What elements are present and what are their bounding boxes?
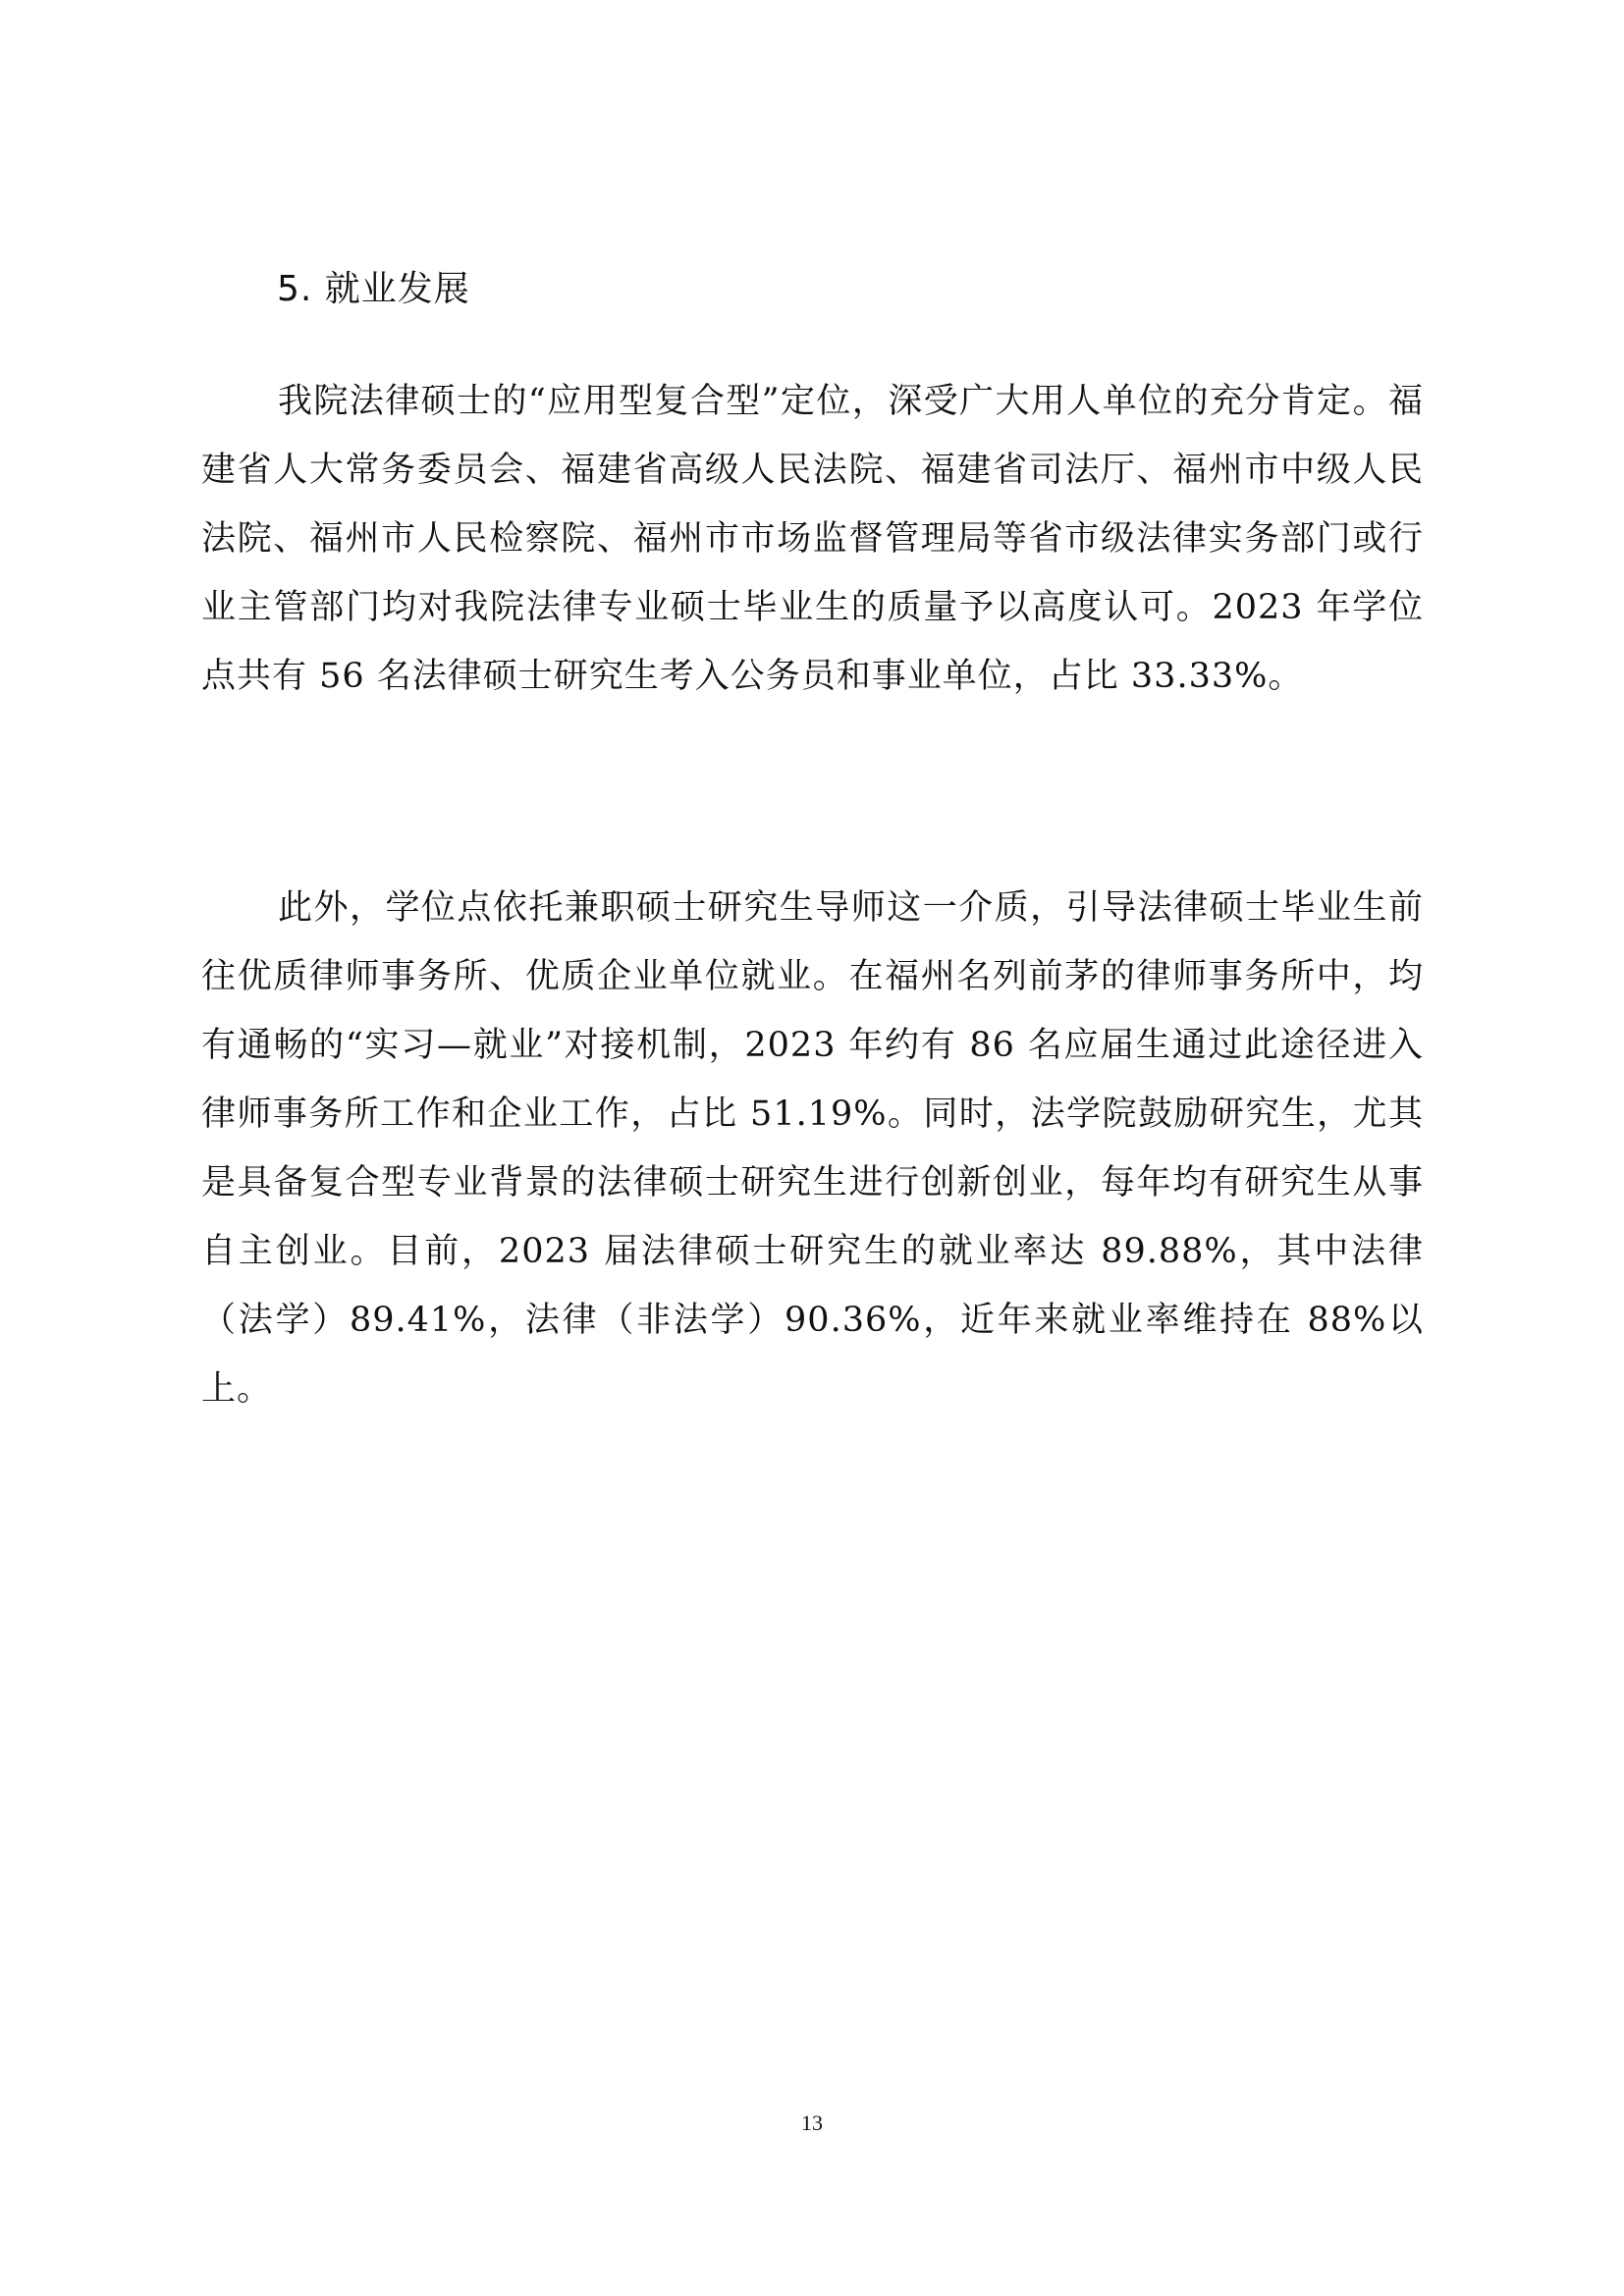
- paragraph-employer-recognition: 我院法律硕士的“应用型复合型”定位，深受广大用人单位的充分肯定。福建省人大常务委员会、福建省高级人民法院、福建省司法厅、福州市中级人民法院、福州市人民检察院、福州市市场监督管理局等省市级法律实务部门或行业主管部门均对我院法律专业硕士毕业生的质量予以高度认可。2023 年学位点共有 56 名法律硕士研究生考入公务员和事业单位，占比 33.33%。: [201, 382, 1424, 696]
- page-number: 13: [801, 2110, 823, 2135]
- section-heading: 5. 就业发展: [277, 269, 470, 309]
- paragraph-employment-channels: 此外，学位点依托兼职硕士研究生导师这一介质，引导法律硕士毕业生前往优质律师事务所、优质企业单位就业。在福州名列前茅的律师事务所中，均有通畅的“实习—就业”对接机制，2023 年约有 86 名应届生通过此途径进入律师事务所工作和企业工作，占比 51.19%。同时，法学院鼓励研究生，尤其是具备复合型专业背景的法律硕士研究生进行创新创业，每年均有研究生从事自主创业。目前，2023 届法律硕士研究生的就业率达 89.88%，其中法律（法学）89.41%，法律（非法学）90.36%，近年来就业率维持在 88%以上。: [201, 888, 1424, 1409]
